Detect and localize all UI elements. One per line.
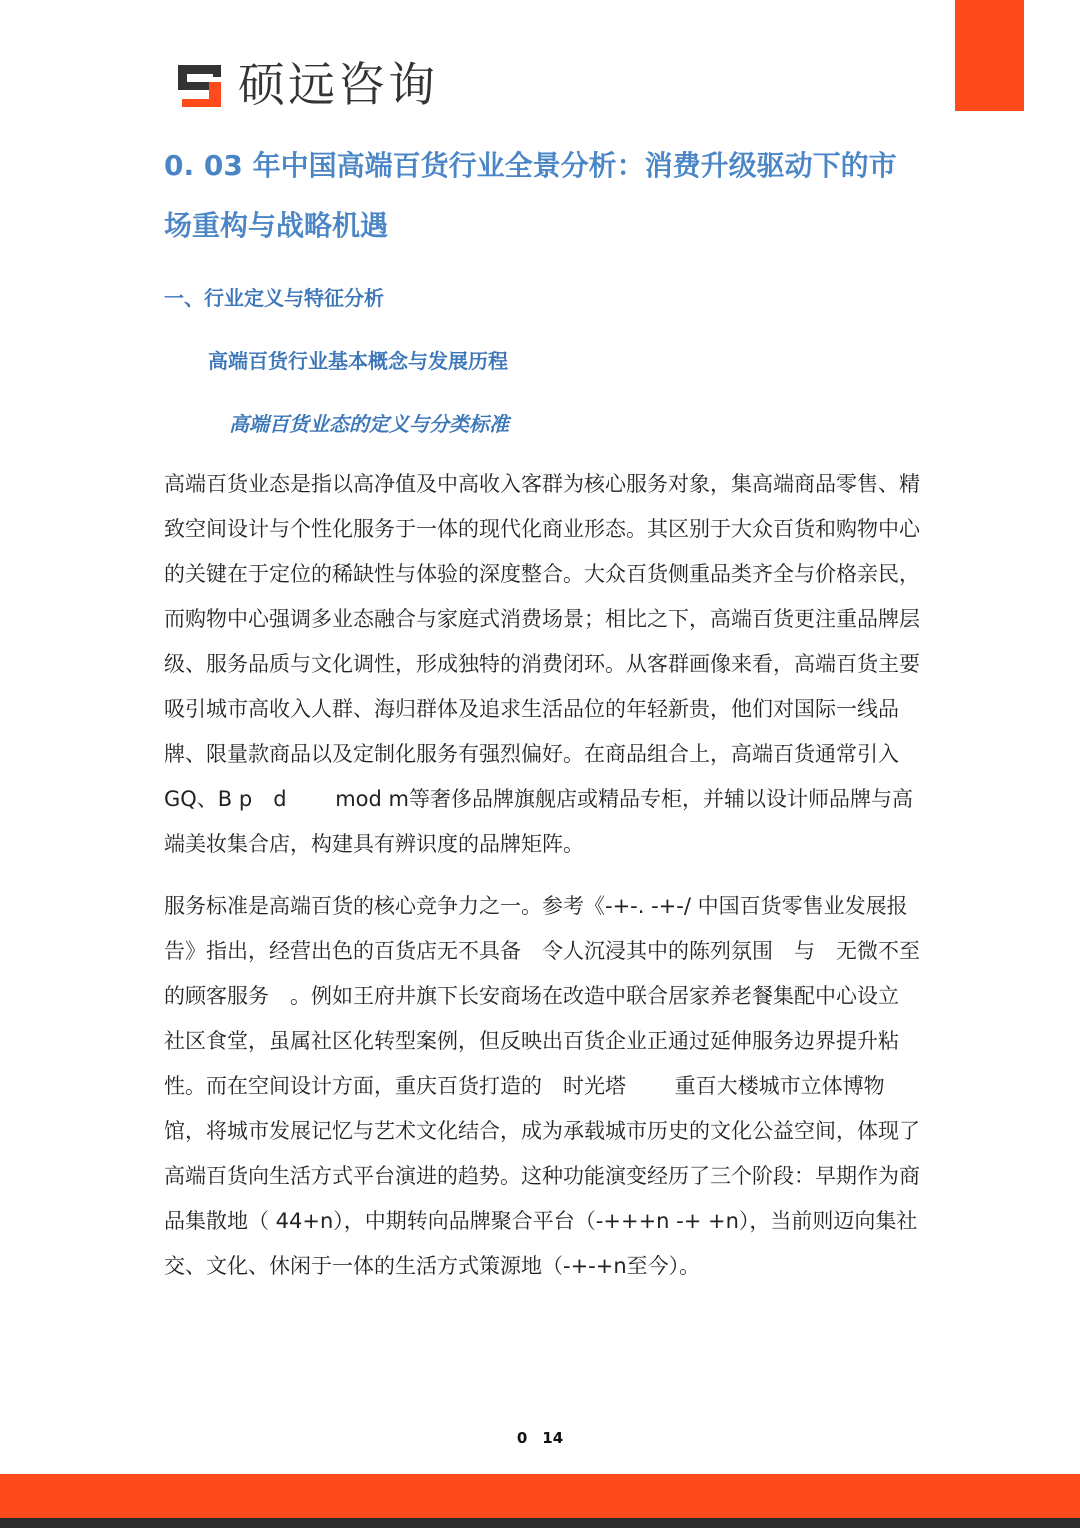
subsection-heading: 高端百货行业基本概念与发展历程: [208, 349, 508, 373]
company-name: 硕远咨询: [238, 58, 438, 113]
page-number: 0 14: [516, 1429, 564, 1447]
footer-accent-bar: [0, 1474, 1080, 1518]
body-paragraph-2: 服务标准是高端百货的核心竞争力之一。参考《-+-. -+-/ 中国百货零售业发展报告》指出，经营出色的百货店无不具备 令人沉浸其中的陈列氛围 与 无微不至的顾客服务 。例如王府井旗下长安商场在改造中联合居家养老餐集配中心设立 社区食堂，虽属社区化转型案例，但反映出百货企业正通过延伸服务边界提升粘性。而在空间设计方面，重庆百货打造的 时光塔 重百大楼城市立体博物馆，将城市发展记忆与艺术文化结合，成为承载城市历史的文化公益空间，体现了高端百货向生活方式平台演进的趋势。这种功能演变经历了三个阶段：早期作为商品集散地（ 44+n），中期转向品牌聚合平台（-+++n -+ +n），当前则迈向集社交、文化、休闲于一体的生活方式策源地（-+-+n至今）。: [164, 894, 920, 1278]
company-logo: [176, 58, 438, 114]
document-title: 0. 03 年中国高端百货行业全景分析：消费升级驱动下的市场重构与战略机遇: [164, 149, 897, 242]
shuoyuan-logo-icon: [176, 61, 226, 111]
subsubsection-heading: 高端百货业态的定义与分类标准: [229, 412, 509, 436]
section-heading: 一、行业定义与特征分析: [164, 286, 384, 310]
corner-accent-block: [955, 0, 1024, 111]
footer-dark-strip: [0, 1518, 1080, 1528]
body-paragraph-1: 高端百货业态是指以高净值及中高收入客群为核心服务对象，集高端商品零售、精致空间设计与个性化服务于一体的现代化商业形态。其区别于大众百货和购物中心的关键在于定位的稀缺性与体验的深度整合。大众百货侧重品类齐全与价格亲民，而购物中心强调多业态融合与家庭式消费场景；相比之下，高端百货更注重品牌层级、服务品质与文化调性，形成独特的消费闭环。从客群画像来看，高端百货主要吸引城市高收入人群、海归群体及追求生活品位的年轻新贵，他们对国际一线品牌、限量款商品以及定制化服务有强烈偏好。在商品组合上，高端百货通常引入 GQ、B p d mod m等奢侈品牌旗舰店或精品专柜，并辅以设计师品牌与高端美妆集合店，构建具有辨识度的品牌矩阵。: [164, 472, 920, 856]
